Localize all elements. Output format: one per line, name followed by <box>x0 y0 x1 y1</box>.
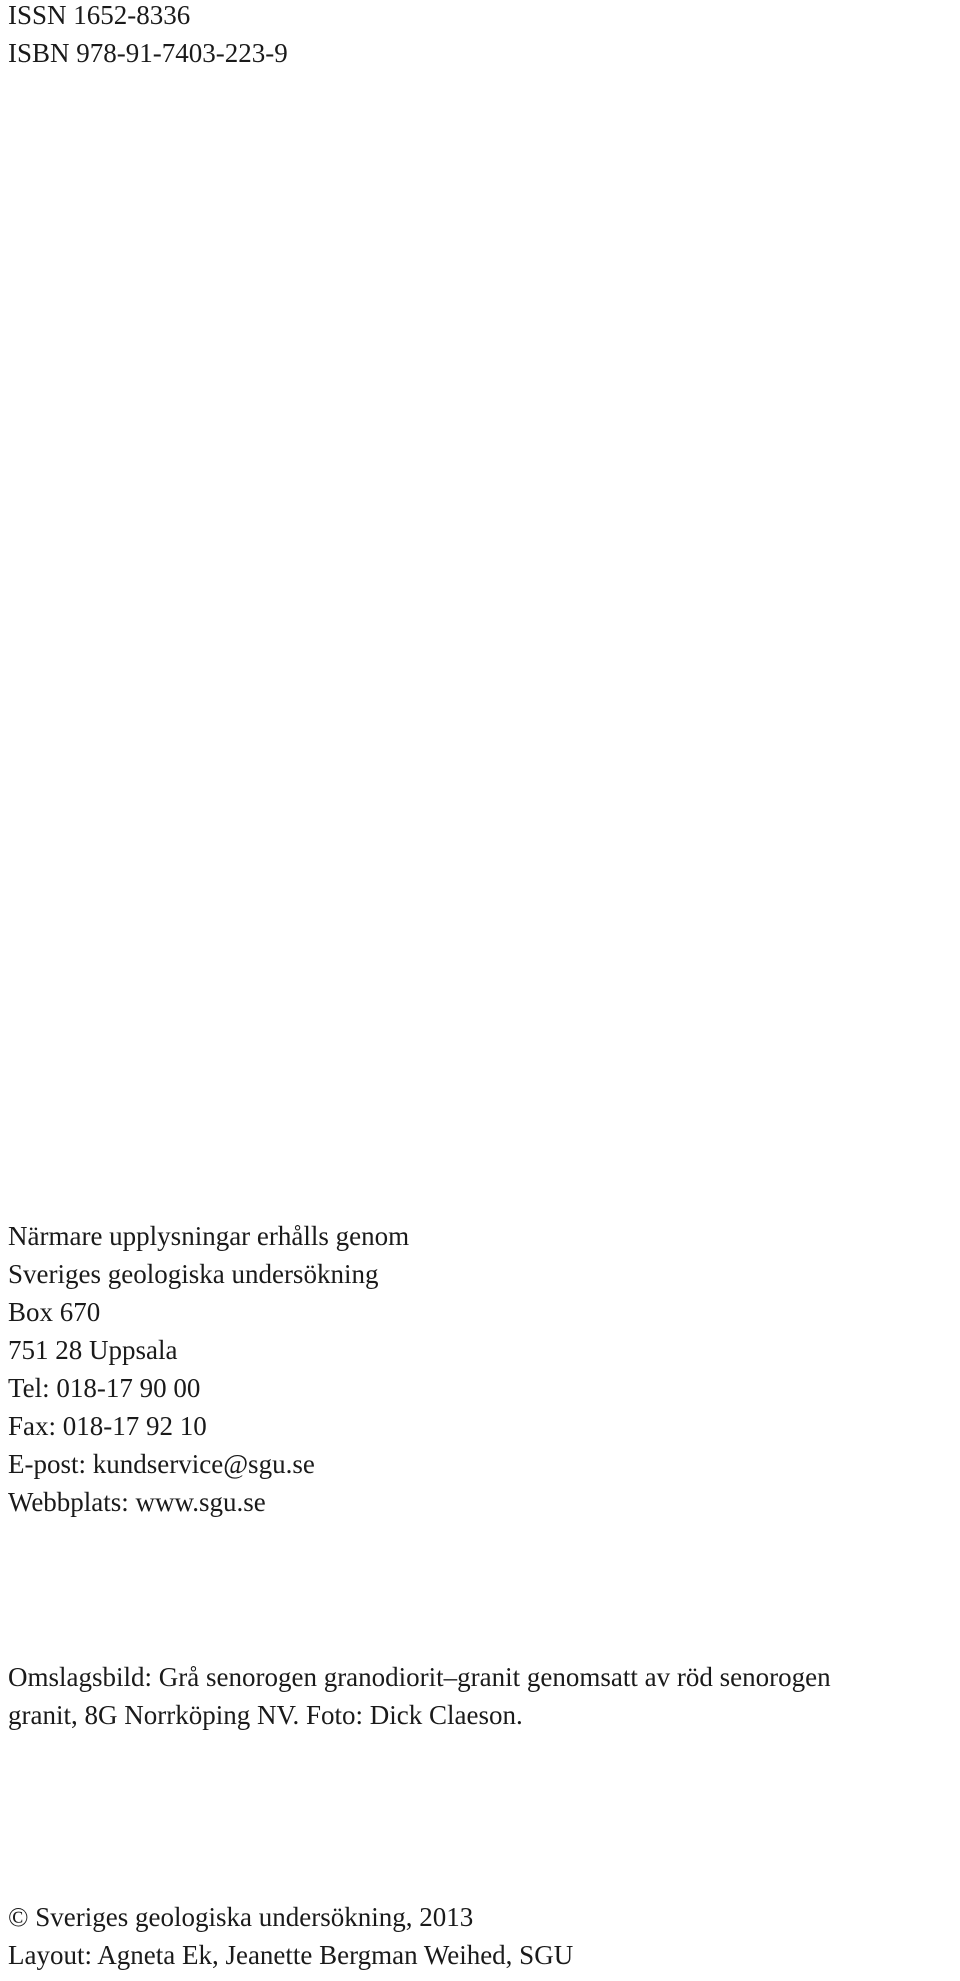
colophon-block <box>8 1898 952 1974</box>
issn-text: ISSN 1652-8336 <box>8 0 191 30</box>
contact-box: Box 670 <box>8 1297 101 1327</box>
identifiers-block <box>8 0 952 72</box>
contact-fax: Fax: 018-17 92 10 <box>8 1411 207 1441</box>
contact-web: Webbplats: www.sgu.se <box>8 1487 266 1517</box>
layout-credit-text: Layout: Agneta Ek, Jeanette Bergman Weihed, SGU <box>8 1940 574 1970</box>
contact-email: E-post: kundservice@sgu.se <box>8 1449 315 1479</box>
contact-intro: Närmare upplysningar erhålls genom <box>8 1221 410 1251</box>
contact-block <box>8 1217 952 1521</box>
contact-organization: Sveriges geologiska undersökning <box>8 1259 379 1289</box>
copyright-text: © Sveriges geologiska undersökning, 2013 <box>8 1902 474 1932</box>
cover-caption-line-1: Omslagsbild: Grå senorogen granodiorit–granit genomsatt av röd senorogen <box>8 1662 831 1692</box>
contact-tel: Tel: 018-17 90 00 <box>8 1373 201 1403</box>
cover-caption-line-2: granit, 8G Norrköping NV. Foto: Dick Claeson. <box>8 1700 523 1730</box>
isbn-text: ISBN 978-91-7403-223-9 <box>8 38 288 68</box>
contact-postal: 751 28 Uppsala <box>8 1335 178 1365</box>
cover-caption <box>8 1658 952 1734</box>
